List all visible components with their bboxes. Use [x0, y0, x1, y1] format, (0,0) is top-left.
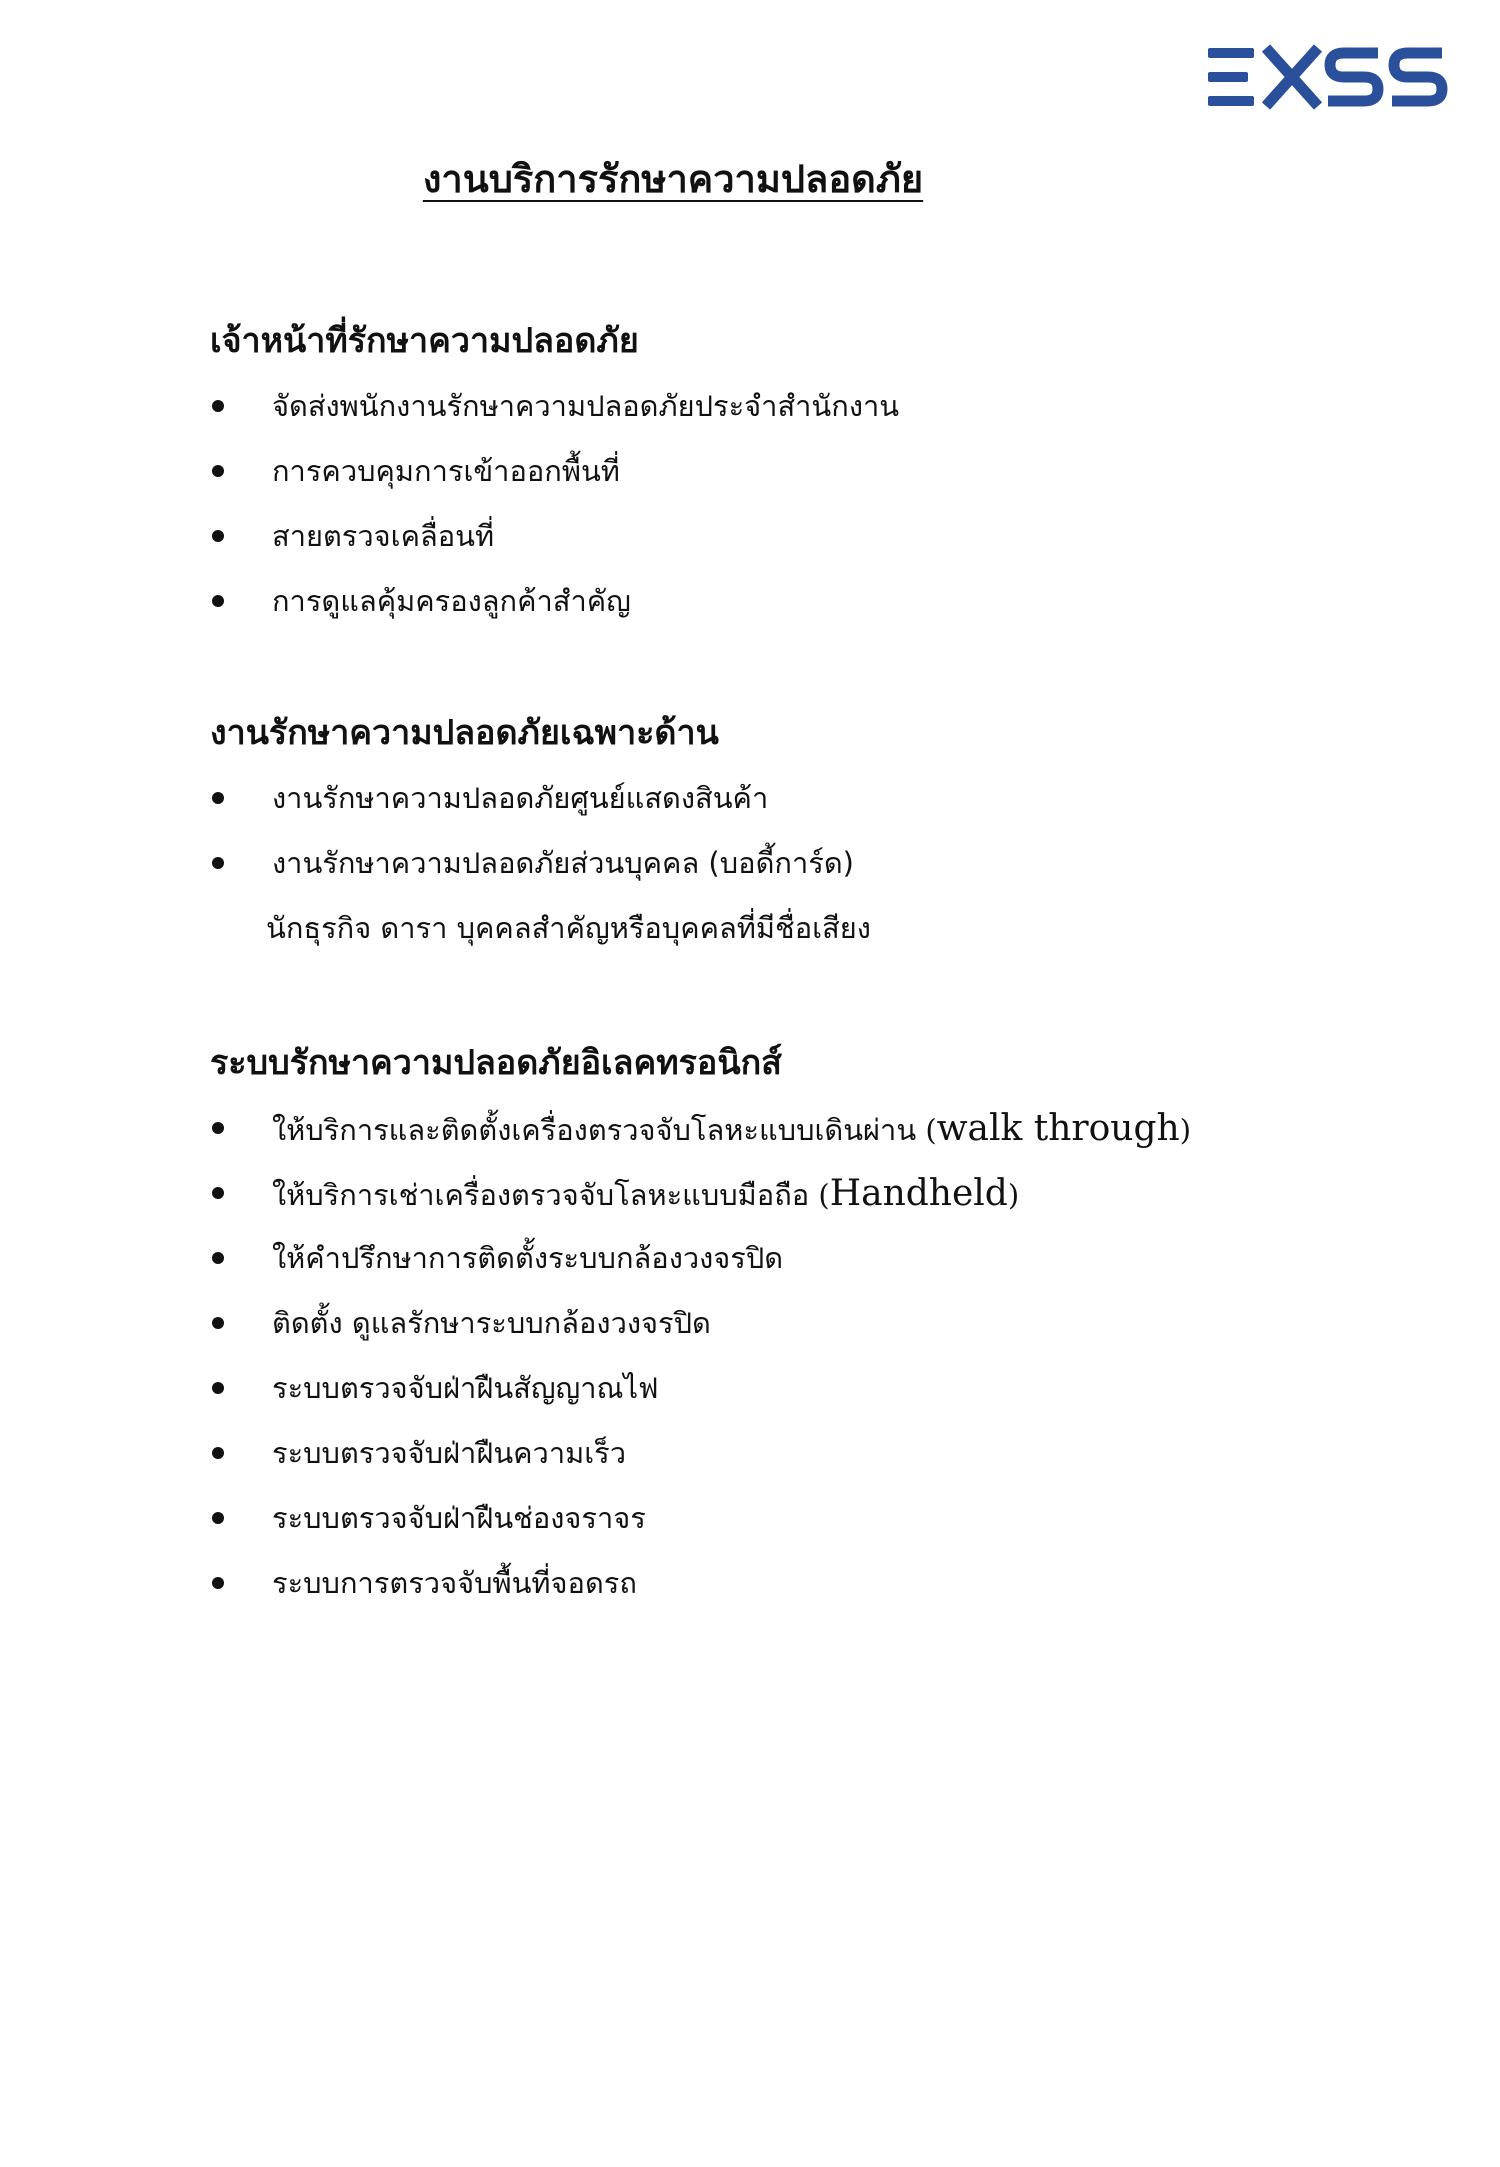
close-paren: ) [1179, 1113, 1192, 1147]
list-item [210, 1291, 1410, 1356]
list-item [210, 1096, 1410, 1161]
list-item-text: งานรักษาความปลอดภัยส่วนบุคคล (บอดี้การ์ด) [272, 846, 854, 880]
section-security-staff [210, 308, 1410, 634]
section-heading: เจ้าหน้าที่รักษาความปลอดภัย [210, 321, 639, 361]
bullet-icon [212, 1317, 224, 1329]
list-item-text: ระบบการตรวจจับพื้นที่จอดรถ [272, 1566, 637, 1600]
list-item [210, 1161, 1410, 1226]
list-item-text: งานรักษาความปลอดภัยศูนย์แสดงสินค้า [272, 781, 769, 815]
exss-logo-icon [1206, 40, 1470, 114]
bullet-list [210, 1096, 1410, 1616]
list-item-text: ให้บริการเช่าเครื่องตรวจจับโลหะแบบมือถือ [272, 1178, 819, 1212]
list-item-english-term: Handheld [829, 1173, 1008, 1214]
company-logo [1206, 40, 1470, 114]
list-item [210, 1356, 1410, 1421]
list-item-text: ให้คำปรึกษาการติดตั้งระบบกล้องวงจรปิด [272, 1241, 784, 1275]
bullet-icon [212, 1122, 224, 1134]
list-item [210, 831, 1410, 896]
list-item [210, 374, 1410, 439]
list-item-text: ระบบตรวจจับฝ่าฝืนสัญญาณไฟ [272, 1371, 659, 1405]
section-specialized-security [210, 700, 1410, 961]
close-paren: ) [1007, 1178, 1020, 1212]
section-heading: ระบบรักษาความปลอดภัยอิเลคทรอนิกส์ [210, 1043, 782, 1083]
bullet-icon [212, 595, 224, 607]
bullet-icon [212, 465, 224, 477]
bullet-icon [212, 1447, 224, 1459]
list-item [210, 1551, 1410, 1616]
list-item [210, 1486, 1410, 1551]
open-paren: ( [818, 1178, 830, 1212]
list-item-text: ระบบตรวจจับฝ่าฝืนความเร็ว [272, 1436, 627, 1470]
page-title: งานบริการรักษาความปลอดภัย [422, 157, 924, 201]
section-heading: งานรักษาความปลอดภัยเฉพาะด้าน [210, 713, 719, 753]
bullet-icon [212, 1577, 224, 1589]
bullet-list [210, 374, 1410, 634]
bullet-icon [212, 1512, 224, 1524]
section-electronic-security [210, 1030, 1410, 1616]
list-item-continuation: นักธุรกิจ ดารา บุคคลสำคัญหรือบุคคลที่มีชื่อเสียง [266, 911, 871, 945]
bullet-icon [212, 1252, 224, 1264]
bullet-icon [212, 1187, 224, 1199]
list-item-text: ระบบตรวจจับฝ่าฝืนช่องจราจร [272, 1501, 646, 1535]
list-item-english-term: walk through [936, 1108, 1180, 1149]
bullet-icon [212, 1382, 224, 1394]
bullet-icon [212, 857, 224, 869]
list-item [210, 569, 1410, 634]
list-item-text: สายตรวจเคลื่อนที่ [272, 519, 495, 553]
list-item [210, 1226, 1410, 1291]
bullet-icon [212, 530, 224, 542]
list-item [210, 504, 1410, 569]
list-item-text: ให้บริการและติดตั้งเครื่องตรวจจับโลหะแบบเดินผ่าน [272, 1113, 926, 1147]
open-paren: ( [925, 1113, 937, 1147]
bullet-list [210, 766, 1410, 896]
list-item-text: การควบคุมการเข้าออกพื้นที่ [272, 454, 620, 488]
bullet-icon [212, 400, 224, 412]
list-item [210, 766, 1410, 831]
list-item-text: การดูแลคุ้มครองลูกค้าสำคัญ [272, 584, 631, 618]
list-item-text: ติดตั้ง ดูแลรักษาระบบกล้องวงจรปิด [272, 1306, 711, 1340]
list-item [210, 439, 1410, 504]
bullet-icon [212, 792, 224, 804]
list-item [210, 1421, 1410, 1486]
list-item-text: จัดส่งพนักงานรักษาความปลอดภัยประจำสำนักงาน [272, 389, 900, 423]
